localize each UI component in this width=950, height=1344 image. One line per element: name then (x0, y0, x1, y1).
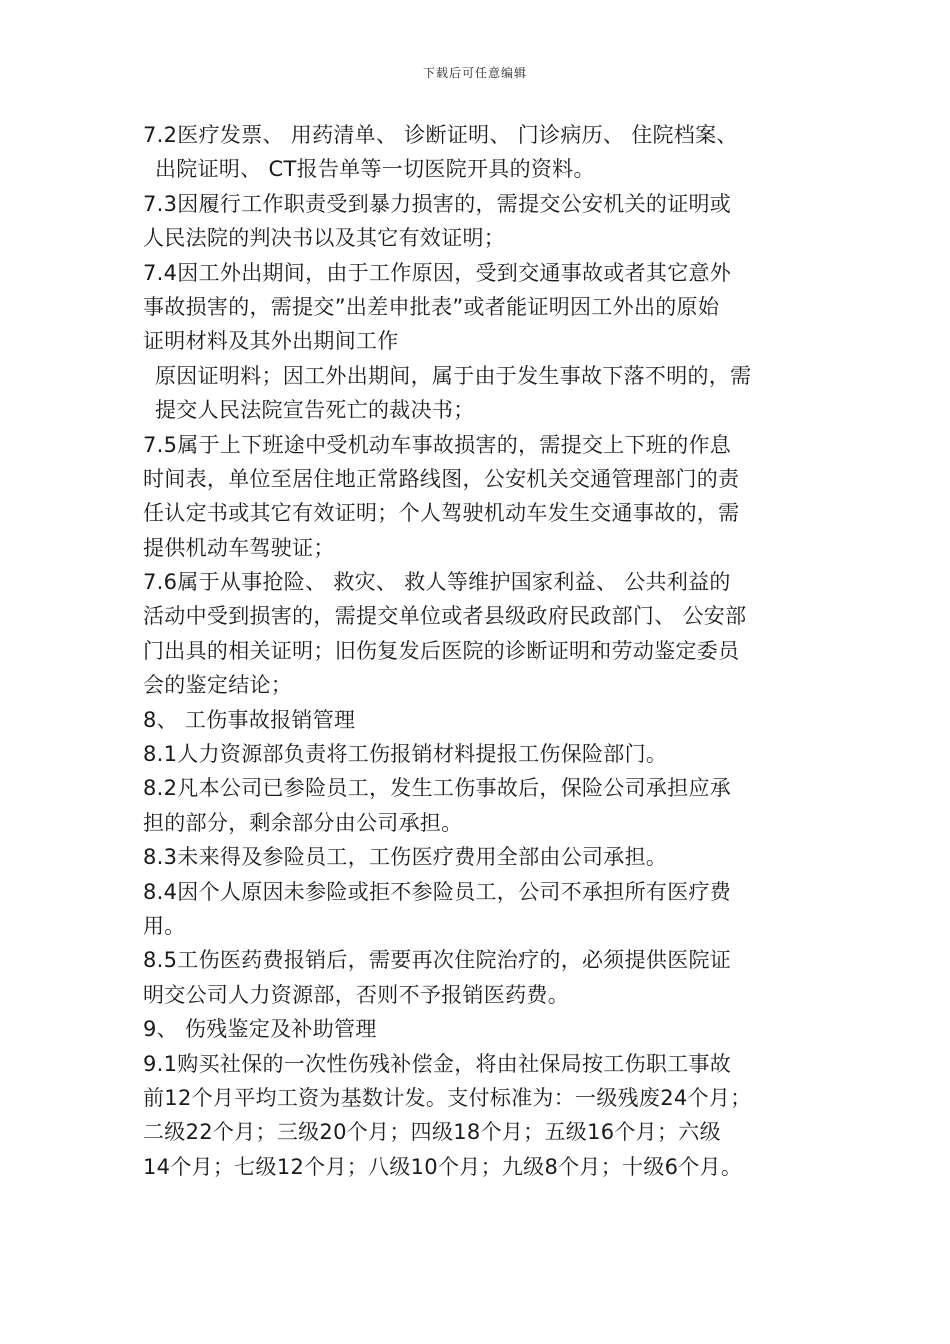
text-line-4: 人民法院的判决书以及其它有效证明； (143, 226, 506, 251)
text-line-31: 14个月；七级12个月；八级10个月；九级8个月；十级6个月。 (143, 1154, 743, 1179)
section-heading-8: 8、 工伤事故报销管理 (143, 707, 356, 732)
text-line-20: 8.2凡本公司已参险员工，发生工伤事故后，保险公司承担应承 (143, 776, 732, 801)
text-line-14: 7.6属于从事抢险、 救灾、 救人等维护国家利益、 公共利益的 (143, 570, 731, 595)
text-line-29: 前12个月平均工资为基数计发。支付标准为：一级残废24个月； (143, 1085, 752, 1110)
text-line-12: 任认定书或其它有效证明；个人驾驶机动车发生交通事故的，需 (143, 501, 740, 526)
text-line-9: 提交人民法院宣告死亡的裁决书； (155, 398, 475, 423)
text-line-19: 8.1人力资源部负责将工伤报销材料提报工伤保险部门。 (143, 742, 668, 767)
text-line-23: 8.4因个人原因未参险或拒不参险员工，公司不承担所有医疗费 (143, 879, 732, 904)
text-line-26: 明交公司人力资源部，否则不予报销医药费。 (143, 982, 569, 1007)
text-line-24: 用。 (143, 913, 186, 938)
text-line-7: 证明材料及其外出期间工作 (143, 329, 399, 354)
text-line-17: 会的鉴定结论； (143, 673, 293, 698)
text-line-25: 8.5工伤医药费报销后，需要再次住院治疗的，必须提供医院证 (143, 948, 732, 973)
text-line-1: 7.2医疗发票、 用药清单、 诊断证明、 门诊病历、 住院档案、 (143, 123, 738, 147)
text-line-15: 活动中受到损害的，需提交单位或者县级政府民政部门、 公安部 (143, 604, 747, 629)
text-line-30: 二级22个月；三级20个月；四级18个月；五级16个月；六级 (143, 1120, 721, 1145)
document-body (143, 118, 813, 1184)
text-line-22: 8.3未来得及参险员工，工伤医疗费用全部由公司承担。 (143, 845, 668, 870)
text-line-3: 7.3因履行工作职责受到暴力损害的，需提交公安机关的证明或 (143, 191, 732, 216)
text-line-28: 9.1购买社保的一次性伤残补偿金，将由社保局按工伤职工事故 (143, 1051, 732, 1076)
section-heading-9: 9、 伤残鉴定及补助管理 (143, 1017, 377, 1042)
page-header-note: 下载后可任意编辑 (422, 66, 527, 80)
text-line-16: 门出具的相关证明；旧伤复发后医院的诊断证明和劳动鉴定委员 (143, 638, 740, 663)
text-line-10: 7.5属于上下班途中受机动车事故损害的，需提交上下班的作息 (143, 432, 732, 457)
text-line-8: 原因证明料；因工外出期间，属于由于发生事故下落不明的，需 (155, 363, 752, 388)
text-line-13: 提供机动车驾驶证； (143, 535, 335, 560)
text-line-21: 担的部分，剩余部分由公司承担。 (143, 810, 463, 835)
text-line-11: 时间表，单位至居住地正常路线图，公安机关交通管理部门的责 (143, 466, 740, 491)
text-line-6: 事故损害的，需提交”出差申批表”或者能证明因工外出的原始 (143, 294, 720, 319)
text-line-2: 出院证明、 CT报告单等一切医院开具的资料。 (155, 157, 595, 182)
text-line-5: 7.4因工外出期间，由于工作原因，受到交通事故或者其它意外 (143, 260, 732, 285)
